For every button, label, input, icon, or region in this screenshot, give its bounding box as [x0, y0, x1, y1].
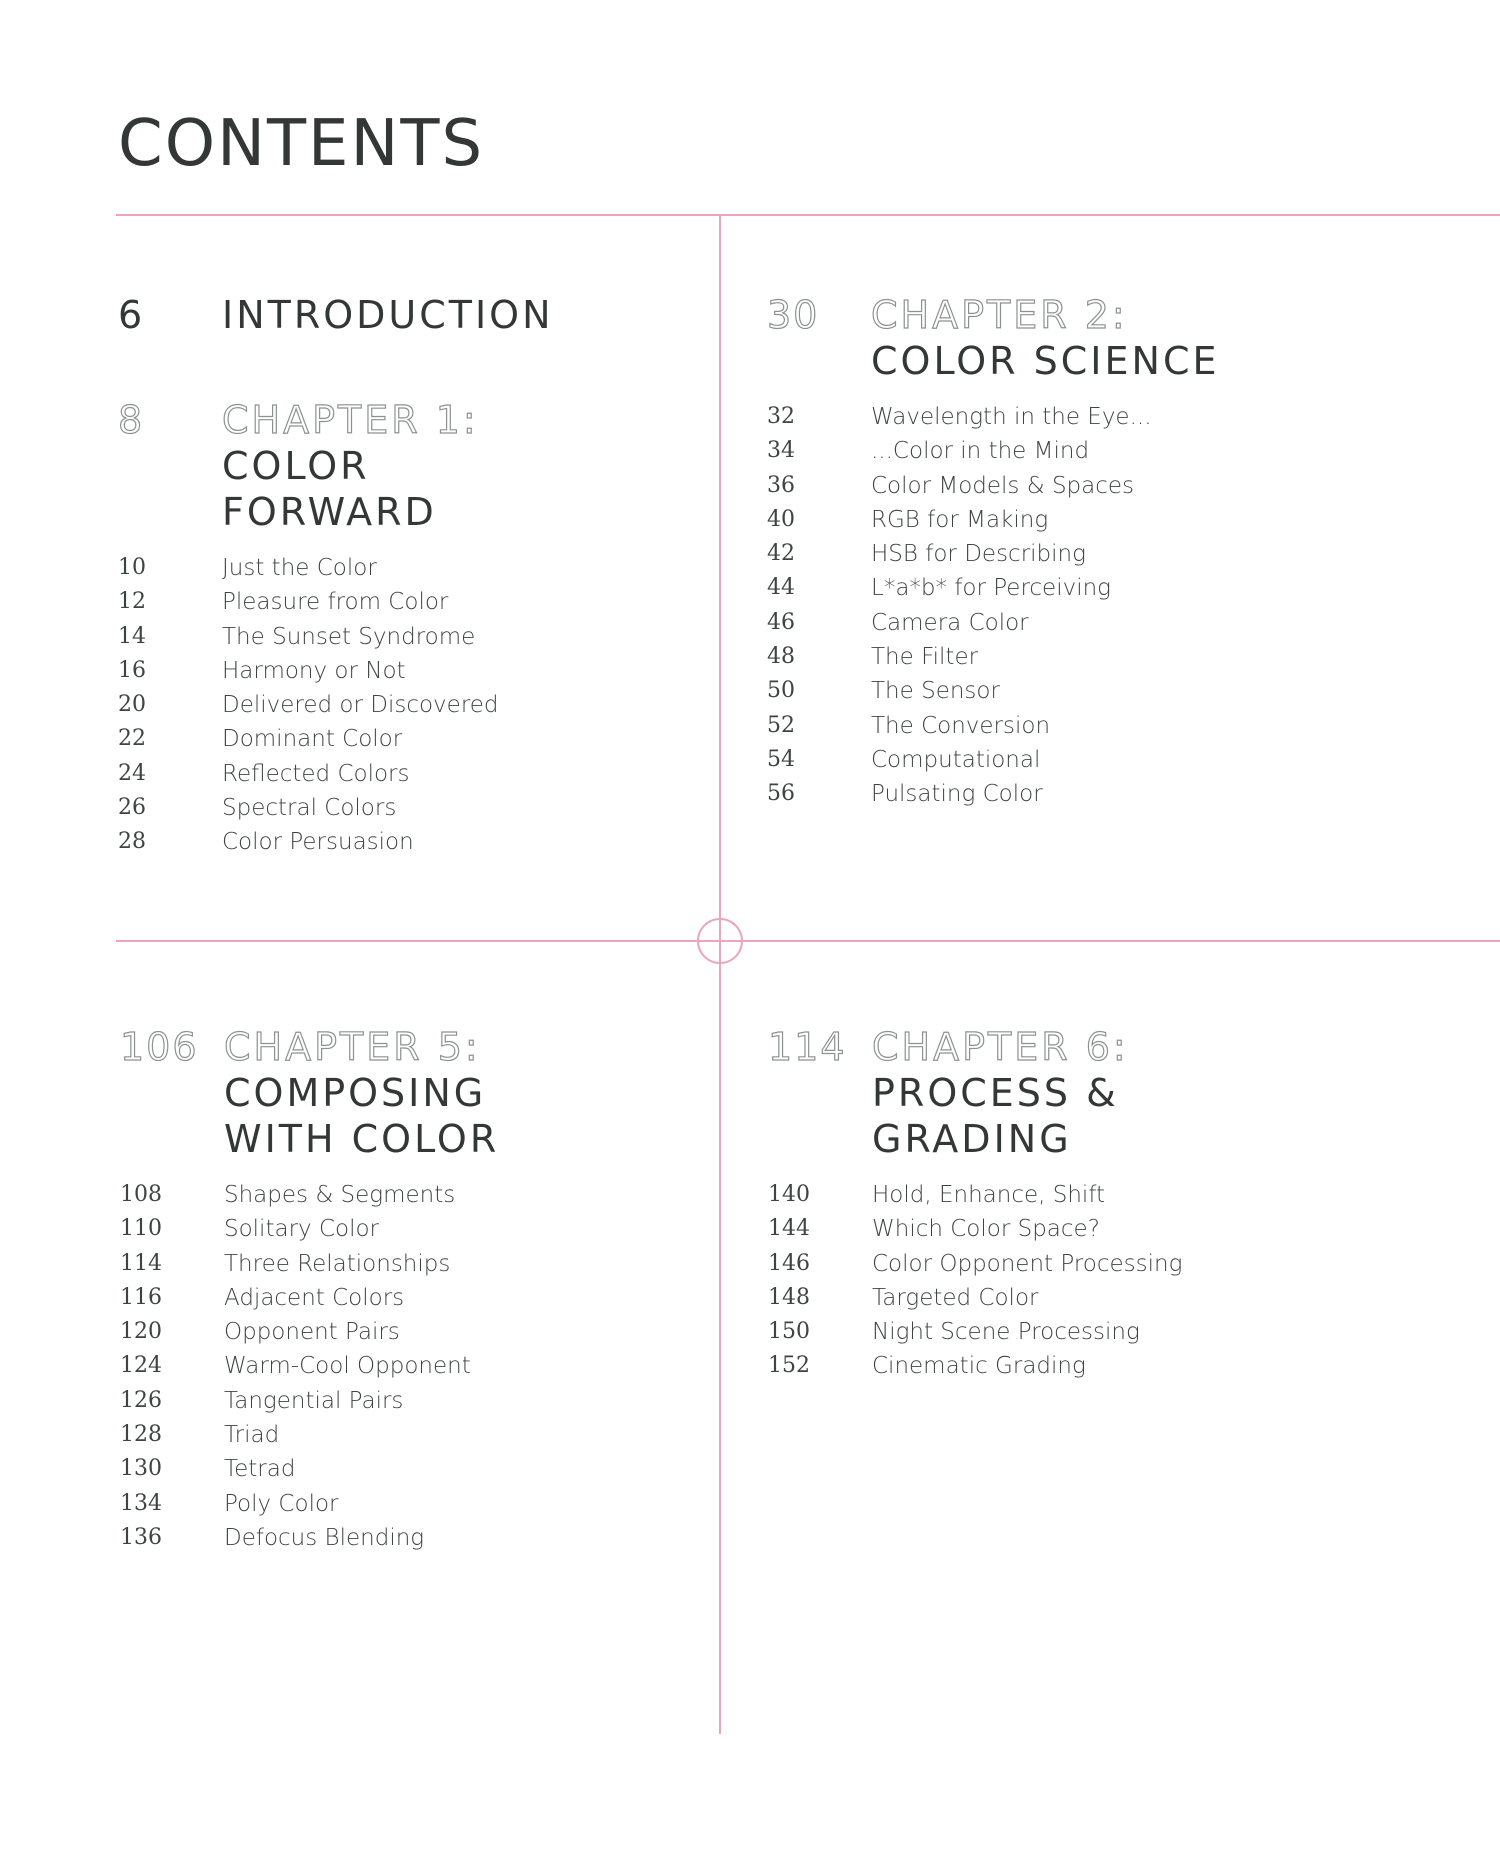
toc-entry[interactable] — [767, 777, 1487, 811]
toc-entry[interactable] — [767, 743, 1487, 777]
chapter-6-page-number: 114 — [768, 1025, 847, 1069]
toc-entry[interactable] — [118, 654, 678, 688]
toc-entry[interactable] — [120, 1349, 700, 1383]
chapter-6-title-line: PROCESS & — [872, 1071, 1119, 1115]
chapter-6-section — [768, 1024, 1488, 1384]
entry-page-number: 32 — [767, 404, 795, 429]
entry-title: ...Color in the Mind — [871, 438, 1090, 465]
entry-title: Cinematic Grading — [872, 1353, 1086, 1380]
entry-page-number: 110 — [120, 1216, 162, 1242]
toc-entry[interactable] — [120, 1212, 700, 1246]
entry-page-number: 40 — [767, 506, 795, 532]
entry-page-number: 22 — [118, 726, 146, 752]
entry-page-number: 146 — [768, 1250, 810, 1276]
toc-entry[interactable] — [120, 1315, 700, 1349]
toc-entry[interactable] — [118, 620, 678, 654]
chapter-2-entries — [767, 400, 1487, 812]
chapter-1-section — [118, 397, 678, 860]
entry-page-number: 26 — [118, 795, 146, 821]
toc-entry[interactable] — [768, 1178, 1488, 1212]
chapter-5-title-line: WITH COLOR — [224, 1117, 500, 1161]
chapter-1-label: CHAPTER 1: — [222, 398, 479, 442]
entry-title: Harmony or Not — [222, 657, 406, 684]
toc-entry[interactable] — [768, 1281, 1488, 1315]
toc-entry[interactable] — [767, 640, 1487, 674]
chapter-1-title-line: COLOR — [222, 444, 370, 488]
toc-entry[interactable] — [120, 1452, 700, 1486]
entry-page-number: 16 — [118, 657, 146, 683]
crosshair-mark — [697, 918, 743, 964]
toc-entry[interactable] — [120, 1281, 700, 1315]
chapter-2-page-number: 30 — [767, 293, 820, 337]
chapter-5-label: CHAPTER 5: — [224, 1025, 481, 1069]
entry-page-number: 148 — [768, 1284, 810, 1310]
entry-page-number: 130 — [120, 1456, 162, 1482]
entry-page-number: 136 — [120, 1524, 162, 1550]
toc-entry[interactable] — [767, 709, 1487, 743]
chapter-6-entries — [768, 1178, 1488, 1384]
center-divider — [719, 214, 721, 1734]
chapter-5-page-number: 106 — [120, 1025, 199, 1069]
entry-title: Adjacent Colors — [224, 1284, 405, 1311]
entry-title: Spectral Colors — [222, 795, 397, 822]
entry-title: Which Color Space? — [872, 1216, 1100, 1243]
entry-page-number: 134 — [120, 1490, 162, 1516]
entry-title: Color Opponent Processing — [872, 1250, 1183, 1277]
entry-title: Pleasure from Color — [222, 589, 449, 616]
entry-title: Color Persuasion — [222, 829, 414, 856]
toc-entry[interactable] — [120, 1247, 700, 1281]
entry-title: Night Scene Processing — [872, 1319, 1140, 1346]
toc-entry[interactable] — [120, 1384, 700, 1418]
entry-title: Tetrad — [224, 1456, 296, 1483]
introduction-section — [118, 292, 678, 338]
chapter-2-label: CHAPTER 2: — [871, 293, 1128, 337]
entry-title: Warm-Cool Opponent — [224, 1353, 471, 1380]
toc-entry[interactable] — [120, 1521, 700, 1555]
entry-page-number: 140 — [768, 1182, 810, 1207]
top-divider — [116, 214, 1500, 216]
entry-title: Three Relationships — [224, 1250, 451, 1277]
entry-title: The Sensor — [871, 678, 1000, 705]
entry-title: The Conversion — [871, 712, 1051, 739]
entry-page-number: 10 — [118, 555, 146, 580]
entry-page-number: 28 — [118, 829, 146, 855]
chapter-5-title-line: COMPOSING — [224, 1071, 487, 1115]
toc-entry[interactable] — [120, 1487, 700, 1521]
toc-entry[interactable] — [767, 674, 1487, 708]
entry-title: L*a*b* for Perceiving — [871, 575, 1111, 602]
chapter-6-label: CHAPTER 6: — [872, 1025, 1129, 1069]
entry-title: Triad — [224, 1422, 280, 1449]
toc-entry[interactable] — [768, 1212, 1488, 1246]
entry-page-number: 54 — [767, 746, 795, 772]
entry-title: The Filter — [871, 644, 979, 671]
entry-title: Opponent Pairs — [224, 1319, 400, 1346]
toc-entry[interactable] — [767, 606, 1487, 640]
toc-entry[interactable] — [767, 434, 1487, 468]
entry-page-number: 42 — [767, 541, 795, 567]
introduction-page-number: 6 — [118, 293, 145, 337]
entry-page-number: 24 — [118, 760, 146, 786]
entry-page-number: 46 — [767, 609, 795, 635]
chapter-5-entries — [120, 1178, 700, 1555]
entry-title: Just the Color — [222, 555, 377, 581]
toc-entry[interactable] — [767, 400, 1487, 434]
toc-entry[interactable] — [767, 537, 1487, 571]
entry-title: Shapes & Segments — [224, 1182, 456, 1208]
toc-entry[interactable] — [767, 571, 1487, 605]
entry-page-number: 144 — [768, 1216, 810, 1242]
entry-title: Computational — [871, 746, 1041, 773]
entry-title: RGB for Making — [871, 506, 1049, 533]
entry-page-number: 120 — [120, 1319, 162, 1345]
entry-page-number: 34 — [767, 438, 795, 464]
toc-entry[interactable] — [768, 1349, 1488, 1383]
entry-title: Tangential Pairs — [224, 1387, 404, 1414]
entry-page-number: 150 — [768, 1319, 810, 1345]
entry-page-number: 124 — [120, 1353, 162, 1379]
entry-page-number: 48 — [767, 644, 795, 670]
toc-entry[interactable] — [118, 791, 678, 825]
toc-entry[interactable] — [767, 503, 1487, 537]
page-title: CONTENTS — [118, 107, 485, 181]
entry-page-number: 20 — [118, 692, 146, 718]
entry-title: Delivered or Discovered — [222, 692, 499, 719]
entry-page-number: 14 — [118, 623, 146, 649]
toc-entry[interactable] — [118, 688, 678, 722]
entry-page-number: 152 — [768, 1353, 810, 1379]
entry-title: Defocus Blending — [224, 1524, 425, 1551]
chapter-1-page-number: 8 — [118, 398, 145, 442]
middle-divider — [116, 940, 1500, 942]
entry-page-number: 12 — [118, 589, 146, 615]
entry-title: The Sunset Syndrome — [222, 623, 476, 650]
entry-page-number: 116 — [120, 1284, 162, 1310]
entry-title: Color Models & Spaces — [871, 472, 1135, 499]
entry-title: Poly Color — [224, 1490, 339, 1517]
toc-entry[interactable] — [118, 551, 678, 585]
toc-entry[interactable] — [767, 469, 1487, 503]
entry-title: Hold, Enhance, Shift — [872, 1182, 1106, 1208]
entry-title: Solitary Color — [224, 1216, 379, 1243]
toc-entry[interactable] — [118, 722, 678, 756]
toc-entry[interactable] — [118, 757, 678, 791]
entry-title: Wavelength in the Eye... — [871, 404, 1152, 430]
entry-title: Reflected Colors — [222, 760, 410, 787]
chapter-2-title-line: COLOR SCIENCE — [871, 339, 1220, 383]
toc-entry[interactable] — [120, 1418, 700, 1452]
entry-title: Targeted Color — [872, 1284, 1039, 1311]
entry-page-number: 52 — [767, 712, 795, 738]
entry-title: Pulsating Color — [871, 781, 1043, 808]
toc-entry[interactable] — [768, 1315, 1488, 1349]
chapter-2-section — [767, 292, 1487, 812]
chapter-1-title-line: FORWARD — [222, 490, 437, 534]
toc-entry[interactable] — [118, 825, 678, 859]
toc-entry[interactable] — [118, 585, 678, 619]
introduction-title: INTRODUCTION — [222, 293, 554, 337]
entry-title: Dominant Color — [222, 726, 403, 753]
entry-page-number: 56 — [767, 781, 795, 807]
entry-page-number: 114 — [120, 1250, 162, 1276]
entry-page-number: 36 — [767, 472, 795, 498]
toc-entry[interactable] — [120, 1178, 700, 1212]
chapter-1-entries — [118, 551, 678, 860]
entry-page-number: 108 — [120, 1182, 162, 1207]
entry-page-number: 50 — [767, 678, 795, 704]
entry-page-number: 126 — [120, 1387, 162, 1413]
toc-entry[interactable] — [768, 1247, 1488, 1281]
entry-title: Camera Color — [871, 609, 1029, 636]
entry-title: HSB for Describing — [871, 541, 1086, 568]
chapter-5-section — [120, 1024, 700, 1555]
entry-page-number: 128 — [120, 1422, 162, 1448]
chapter-6-title-line: GRADING — [872, 1117, 1072, 1161]
entry-page-number: 44 — [767, 575, 795, 601]
